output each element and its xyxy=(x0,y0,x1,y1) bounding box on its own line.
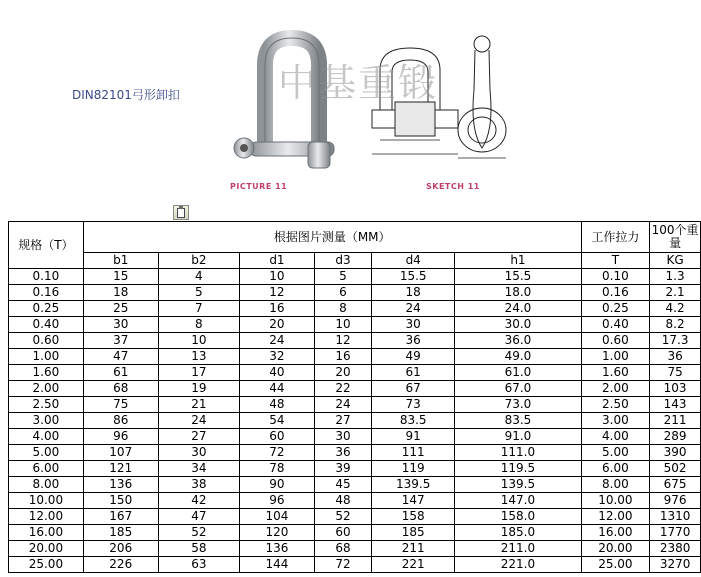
table-row xyxy=(9,333,701,349)
table-cell: 0.25 xyxy=(581,301,650,317)
table-cell: 144 xyxy=(239,557,314,573)
table-cell: 5 xyxy=(314,269,371,285)
table-cell: 4.00 xyxy=(581,429,650,445)
table-cell: 52 xyxy=(314,509,371,525)
table-cell: 10 xyxy=(314,317,371,333)
table-cell: 36 xyxy=(650,349,701,365)
table-row xyxy=(9,493,701,509)
table-cell: 20.00 xyxy=(581,541,650,557)
table-cell: 16 xyxy=(314,349,371,365)
column-header-kg: KG xyxy=(650,253,701,269)
shackle-figure xyxy=(220,30,510,200)
table-cell: 0.16 xyxy=(9,285,84,301)
table-cell: 49 xyxy=(372,349,455,365)
table-cell: 1.60 xyxy=(581,365,650,381)
table-cell: 211 xyxy=(650,413,701,429)
table-cell: 206 xyxy=(83,541,158,557)
table-cell: 10 xyxy=(158,333,239,349)
table-row xyxy=(9,413,701,429)
column-header-row xyxy=(9,253,701,269)
shackle-spec-table xyxy=(8,221,701,573)
table-cell: 6 xyxy=(314,285,371,301)
table-cell: 96 xyxy=(239,493,314,509)
table-cell: 21 xyxy=(158,397,239,413)
table-cell: 3270 xyxy=(650,557,701,573)
column-header-d3: d3 xyxy=(314,253,371,269)
table-cell: 25.00 xyxy=(9,557,84,573)
table-cell: 16 xyxy=(239,301,314,317)
table-cell: 12 xyxy=(314,333,371,349)
table-cell: 1.00 xyxy=(581,349,650,365)
table-cell: 289 xyxy=(650,429,701,445)
table-cell: 63 xyxy=(158,557,239,573)
table-row xyxy=(9,317,701,333)
table-cell: 4 xyxy=(158,269,239,285)
table-cell: 17.3 xyxy=(650,333,701,349)
table-cell: 5.00 xyxy=(581,445,650,461)
table-cell: 30 xyxy=(158,445,239,461)
table-cell: 0.25 xyxy=(9,301,84,317)
table-cell: 976 xyxy=(650,493,701,509)
table-cell: 15.5 xyxy=(455,269,581,285)
table-cell: 104 xyxy=(239,509,314,525)
table-cell: 0.16 xyxy=(581,285,650,301)
table-cell: 20 xyxy=(239,317,314,333)
table-cell: 91 xyxy=(372,429,455,445)
table-cell: 27 xyxy=(158,429,239,445)
table-cell: 185 xyxy=(372,525,455,541)
table-cell: 16.00 xyxy=(581,525,650,541)
table-cell: 30 xyxy=(314,429,371,445)
table-cell: 1770 xyxy=(650,525,701,541)
table-cell: 19 xyxy=(158,381,239,397)
table-cell: 61 xyxy=(372,365,455,381)
table-row xyxy=(9,445,701,461)
table-cell: 34 xyxy=(158,461,239,477)
table-row xyxy=(9,301,701,317)
table-cell: 8.00 xyxy=(9,477,84,493)
table-cell: 67 xyxy=(372,381,455,397)
table-cell: 15 xyxy=(83,269,158,285)
table-cell: 20 xyxy=(314,365,371,381)
table-cell: 24 xyxy=(239,333,314,349)
table-cell: 68 xyxy=(83,381,158,397)
table-cell: 86 xyxy=(83,413,158,429)
table-cell: 47 xyxy=(158,509,239,525)
table-cell: 0.60 xyxy=(9,333,84,349)
table-cell: 72 xyxy=(239,445,314,461)
table-cell: 30 xyxy=(372,317,455,333)
column-header-t: T xyxy=(581,253,650,269)
table-row xyxy=(9,461,701,477)
table-cell: 8 xyxy=(314,301,371,317)
table-cell: 16.00 xyxy=(9,525,84,541)
table-cell: 32 xyxy=(239,349,314,365)
table-cell: 12.00 xyxy=(9,509,84,525)
table-row xyxy=(9,557,701,573)
table-cell: 167 xyxy=(83,509,158,525)
table-body xyxy=(9,269,701,573)
table-cell: 1.3 xyxy=(650,269,701,285)
table-cell: 111 xyxy=(372,445,455,461)
table-cell: 47 xyxy=(83,349,158,365)
table-cell: 3.00 xyxy=(9,413,84,429)
table-cell: 60 xyxy=(314,525,371,541)
table-cell: 147.0 xyxy=(455,493,581,509)
column-header-d1: d1 xyxy=(239,253,314,269)
table-cell: 45 xyxy=(314,477,371,493)
column-header-b1: b1 xyxy=(83,253,158,269)
table-cell: 5.00 xyxy=(9,445,84,461)
table-cell: 61 xyxy=(83,365,158,381)
table-cell: 221.0 xyxy=(455,557,581,573)
table-cell: 61.0 xyxy=(455,365,581,381)
table-cell: 96 xyxy=(83,429,158,445)
table-cell: 10 xyxy=(239,269,314,285)
table-cell: 20.00 xyxy=(9,541,84,557)
table-cell: 25 xyxy=(83,301,158,317)
table-cell: 30.0 xyxy=(455,317,581,333)
table-cell: 36.0 xyxy=(455,333,581,349)
table-cell: 4.00 xyxy=(9,429,84,445)
table-cell: 136 xyxy=(83,477,158,493)
table-cell: 49.0 xyxy=(455,349,581,365)
table-cell: 1310 xyxy=(650,509,701,525)
table-cell: 44 xyxy=(239,381,314,397)
table-cell: 6.00 xyxy=(581,461,650,477)
table-row xyxy=(9,509,701,525)
table-cell: 211 xyxy=(372,541,455,557)
table-cell: 83.5 xyxy=(372,413,455,429)
table-cell: 107 xyxy=(83,445,158,461)
table-cell: 68 xyxy=(314,541,371,557)
table-cell: 2.00 xyxy=(581,381,650,397)
table-cell: 111.0 xyxy=(455,445,581,461)
table-cell: 147 xyxy=(372,493,455,509)
table-cell: 24 xyxy=(314,397,371,413)
table-cell: 18.0 xyxy=(455,285,581,301)
table-cell: 0.40 xyxy=(9,317,84,333)
table-cell: 73 xyxy=(372,397,455,413)
table-cell: 36 xyxy=(372,333,455,349)
table-cell: 4.2 xyxy=(650,301,701,317)
table-cell: 18 xyxy=(372,285,455,301)
table-cell: 221 xyxy=(372,557,455,573)
table-cell: 75 xyxy=(650,365,701,381)
table-cell: 2.1 xyxy=(650,285,701,301)
table-cell: 3.00 xyxy=(581,413,650,429)
table-cell: 0.60 xyxy=(581,333,650,349)
table-cell: 119 xyxy=(372,461,455,477)
table-cell: 185 xyxy=(83,525,158,541)
table-cell: 13 xyxy=(158,349,239,365)
table-cell: 24.0 xyxy=(455,301,581,317)
table-cell: 139.5 xyxy=(455,477,581,493)
table-cell: 36 xyxy=(314,445,371,461)
header-spec: 规格（T） xyxy=(9,222,84,269)
paste-icon[interactable] xyxy=(173,205,189,220)
table-cell: 25.00 xyxy=(581,557,650,573)
table-cell: 75 xyxy=(83,397,158,413)
table-cell: 24 xyxy=(372,301,455,317)
header-wll: 工作拉力 xyxy=(581,222,650,253)
picture-label: PICTURE 11 xyxy=(230,182,288,191)
table-cell: 8 xyxy=(158,317,239,333)
table-cell: 7 xyxy=(158,301,239,317)
table-cell: 48 xyxy=(239,397,314,413)
column-header-b2: b2 xyxy=(158,253,239,269)
table-cell: 390 xyxy=(650,445,701,461)
table-cell: 22 xyxy=(314,381,371,397)
table-cell: 58 xyxy=(158,541,239,557)
table-cell: 502 xyxy=(650,461,701,477)
table-cell: 12.00 xyxy=(581,509,650,525)
table-row xyxy=(9,429,701,445)
table-cell: 90 xyxy=(239,477,314,493)
table-row xyxy=(9,525,701,541)
table-row xyxy=(9,397,701,413)
table-cell: 91.0 xyxy=(455,429,581,445)
watermark: 中基重锻 xyxy=(278,61,439,105)
table-row xyxy=(9,477,701,493)
table-cell: 6.00 xyxy=(9,461,84,477)
table-cell: 1.00 xyxy=(9,349,84,365)
table-cell: 158 xyxy=(372,509,455,525)
table-row xyxy=(9,541,701,557)
table-cell: 38 xyxy=(158,477,239,493)
table-cell: 73.0 xyxy=(455,397,581,413)
table-cell: 30 xyxy=(83,317,158,333)
table-cell: 10.00 xyxy=(581,493,650,509)
table-cell: 60 xyxy=(239,429,314,445)
header-weight: 100个重量 xyxy=(650,222,701,253)
table-cell: 67.0 xyxy=(455,381,581,397)
table-cell: 2.50 xyxy=(581,397,650,413)
table-cell: 185.0 xyxy=(455,525,581,541)
table-cell: 0.40 xyxy=(581,317,650,333)
table-cell: 72 xyxy=(314,557,371,573)
table-cell: 103 xyxy=(650,381,701,397)
table-cell: 0.10 xyxy=(581,269,650,285)
table-cell: 0.10 xyxy=(9,269,84,285)
table-cell: 39 xyxy=(314,461,371,477)
column-header-d4: d4 xyxy=(372,253,455,269)
table-row xyxy=(9,269,701,285)
table-row xyxy=(9,365,701,381)
table-cell: 150 xyxy=(83,493,158,509)
table-cell: 119.5 xyxy=(455,461,581,477)
table-row xyxy=(9,285,701,301)
table-cell: 78 xyxy=(239,461,314,477)
table-cell: 8.2 xyxy=(650,317,701,333)
table-cell: 211.0 xyxy=(455,541,581,557)
table-row xyxy=(9,381,701,397)
table-cell: 48 xyxy=(314,493,371,509)
table-cell: 2.00 xyxy=(9,381,84,397)
table-cell: 121 xyxy=(83,461,158,477)
header-measure: 根据图片测量（MM） xyxy=(83,222,581,253)
table-cell: 24 xyxy=(158,413,239,429)
table-cell: 675 xyxy=(650,477,701,493)
table-cell: 226 xyxy=(83,557,158,573)
table-cell: 27 xyxy=(314,413,371,429)
table-cell: 15.5 xyxy=(372,269,455,285)
table-cell: 18 xyxy=(83,285,158,301)
table-cell: 40 xyxy=(239,365,314,381)
table-cell: 139.5 xyxy=(372,477,455,493)
table-cell: 42 xyxy=(158,493,239,509)
table-cell: 54 xyxy=(239,413,314,429)
table-cell: 2.50 xyxy=(9,397,84,413)
table-row xyxy=(9,349,701,365)
table-cell: 8.00 xyxy=(581,477,650,493)
table-cell: 120 xyxy=(239,525,314,541)
table-cell: 10.00 xyxy=(9,493,84,509)
table-cell: 158.0 xyxy=(455,509,581,525)
column-header-h1: h1 xyxy=(455,253,581,269)
document-title: DIN82101弓形卸扣 xyxy=(72,88,180,102)
table-cell: 2380 xyxy=(650,541,701,557)
table-cell: 17 xyxy=(158,365,239,381)
table-cell: 37 xyxy=(83,333,158,349)
table-cell: 143 xyxy=(650,397,701,413)
table-cell: 5 xyxy=(158,285,239,301)
table-cell: 52 xyxy=(158,525,239,541)
table-cell: 12 xyxy=(239,285,314,301)
sketch-label: SKETCH 11 xyxy=(426,182,480,191)
table-cell: 83.5 xyxy=(455,413,581,429)
table-cell: 136 xyxy=(239,541,314,557)
table-cell: 1.60 xyxy=(9,365,84,381)
